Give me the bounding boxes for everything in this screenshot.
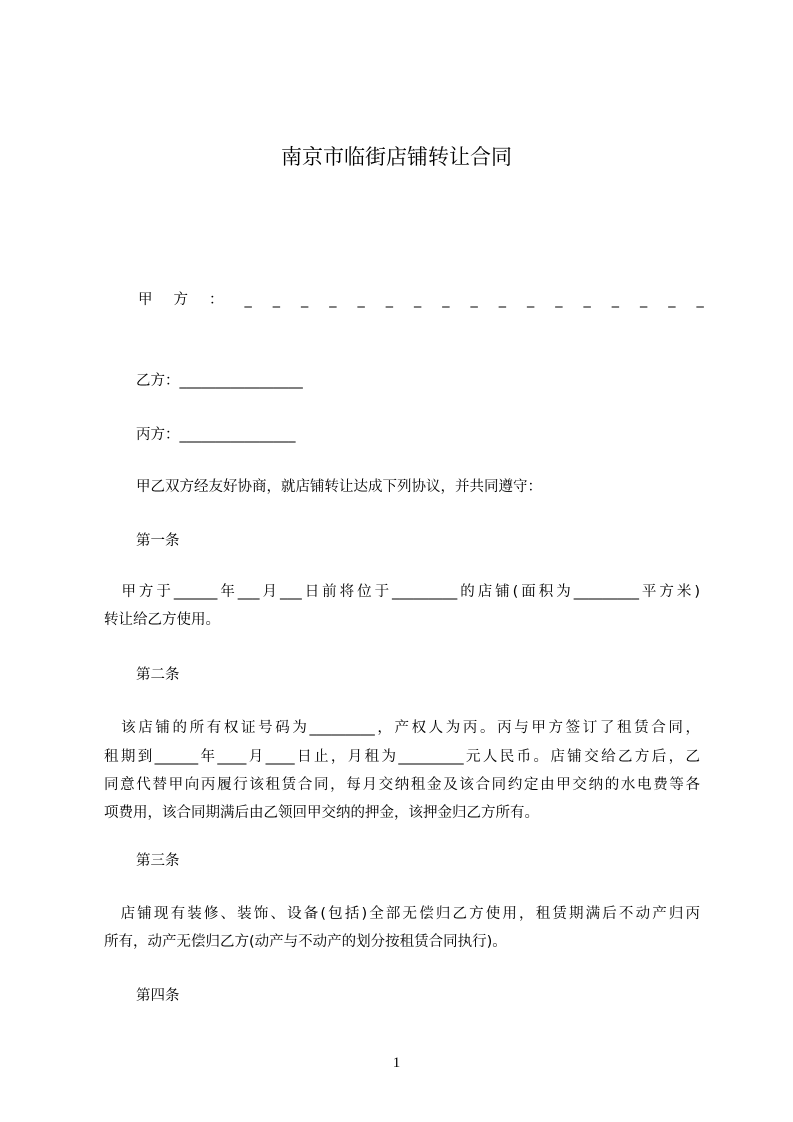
article-2-line: 项费用，该合同期满后由乙领回甲交纳的押金，该押金归乙方所有。	[104, 805, 539, 821]
article-1-line: 甲方于______年___月___日前将位于_________的店铺(面积为_________平方米)	[104, 584, 700, 600]
article-3-heading: 第三条	[136, 853, 180, 869]
party-c-line: 丙方：________________	[136, 427, 296, 443]
article-2-heading: 第二条	[136, 667, 180, 683]
article-1-line: 转让给乙方使用。	[104, 612, 220, 628]
party-a-line: 甲方：_________________	[138, 292, 725, 308]
article-2-line: 租期到______年____月____日止，月租为_________元人民币。店铺交给乙方后，乙	[104, 749, 700, 765]
page-number: 1	[392, 1055, 401, 1071]
article-2-line: 该店铺的所有权证号码为_________，产权人为丙。丙与甲方签订了租赁合同，	[104, 720, 700, 736]
article-4-heading: 第四条	[136, 988, 180, 1004]
document-title: 南京市临街店铺转让合同	[281, 145, 512, 169]
intro-text: 甲乙双方经友好协商，就店铺转让达成下列协议，并共同遵守：	[136, 479, 542, 495]
article-2-line: 同意代替甲向丙履行该租赁合同，每月交纳租金及该合同约定由甲交纳的水电费等各	[104, 777, 700, 793]
article-3-line: 店铺现有装修、装饰、设备(包括)全部无偿归乙方使用，租赁期满后不动产归丙	[104, 906, 700, 922]
article-3-line: 所有，动产无偿归乙方(动产与不动产的划分按租赁合同执行)。	[104, 934, 507, 950]
party-b-line: 乙方：_________________	[136, 373, 303, 389]
article-1-heading: 第一条	[136, 533, 180, 549]
